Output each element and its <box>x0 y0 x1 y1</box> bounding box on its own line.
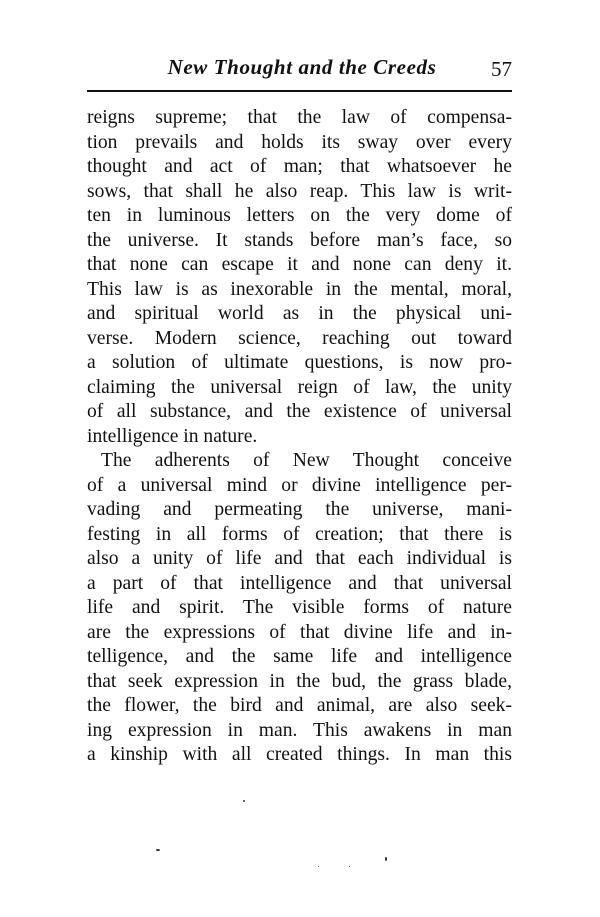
text-line: that seek expression in the bud, the grass blade, <box>87 670 512 692</box>
text-line: intelligence in nature. <box>87 425 258 447</box>
text-line: telligence, and the same life and intelligence <box>87 646 512 667</box>
running-title: New Thought and the Creeds <box>167 55 437 79</box>
text-line: ten in luminous letters on the very dome of <box>87 205 512 226</box>
text-line: verse. Modern science, reaching out toward <box>87 327 512 349</box>
paragraph-2 <box>87 449 512 768</box>
text-line: the flower, the bird and animal, are also seek- <box>87 695 512 716</box>
text-line: of a universal mind or divine intelligence per- <box>87 474 512 496</box>
text-line: This law is as inexorable in the mental, moral, <box>87 278 512 300</box>
page-header <box>87 52 512 82</box>
scan-speck <box>318 866 319 867</box>
text-line: a part of that intelligence and that universal <box>87 572 512 594</box>
text-line: life and spirit. The visible forms of nature <box>87 597 512 618</box>
page-number: 57 <box>491 57 512 81</box>
text-line: also a unity of life and that each individual is <box>87 548 512 569</box>
text-line: thought and act of man; that whatsoever he <box>87 156 512 177</box>
paragraph-1 <box>87 106 512 449</box>
text-line: a kinship with all created things. In man this <box>87 744 512 765</box>
text-line: are the expressions of that divine life and in- <box>87 621 512 643</box>
text-line: ing expression in man. This awakens in man <box>87 719 512 741</box>
text-line: sows, that shall he also reap. This law is writ- <box>87 180 512 202</box>
scan-speck <box>243 800 245 802</box>
header-rule <box>87 90 512 92</box>
text-line: festing in all forms of creation; that there is <box>87 523 512 545</box>
text-line: and spiritual world as in the physical uni- <box>87 303 512 324</box>
scan-speck <box>385 857 387 861</box>
scan-speck <box>156 849 160 851</box>
text-line: The adherents of New Thought conceive <box>101 450 512 471</box>
text-line: claiming the universal reign of law, the unity <box>87 376 512 398</box>
text-line: of all substance, and the existence of universal <box>87 401 512 422</box>
text-line: reigns supreme; that the law of compensa- <box>87 107 512 128</box>
body-text <box>87 106 512 768</box>
text-line: that none can escape it and none can deny it. <box>87 254 512 275</box>
scan-speck <box>349 866 350 867</box>
text-line: the universe. It stands before man’s face, so <box>87 229 512 251</box>
text-line: a solution of ultimate questions, is now pro- <box>87 352 512 373</box>
text-line: tion prevails and holds its sway over every <box>87 131 512 153</box>
text-line: vading and permeating the universe, mani- <box>87 499 512 520</box>
